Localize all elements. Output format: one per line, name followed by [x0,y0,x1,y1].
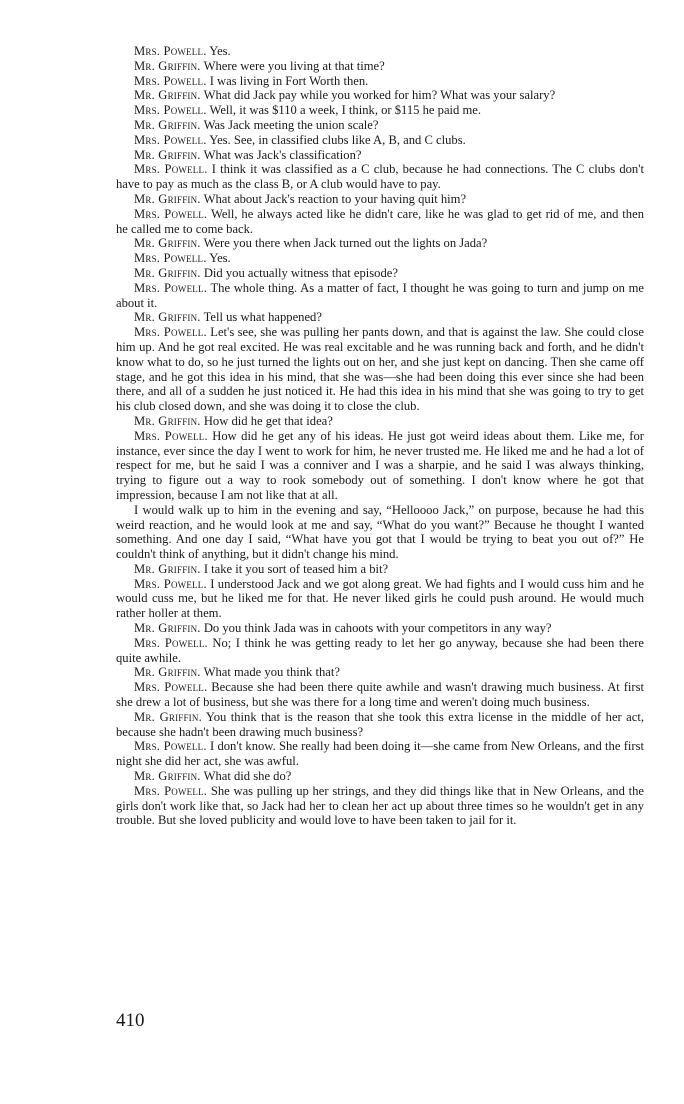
transcript-line [116,133,644,148]
speaker-label: Mr. Griffin. [134,117,201,132]
transcript-line [116,74,644,89]
speaker-label: Mrs. Powell. [134,783,208,798]
transcript-line [116,44,644,59]
line-text: Was Jack meeting the union scale? [203,117,379,132]
transcript-line [116,192,644,207]
line-text: How did he get any of his ideas. He just got weird ideas about them. Like me, for instance, ever since the day I went to work for him, he never trusted me. He liked me and he had a lot of respect for me, but he said I was a conniver and I was a sharpie, and he said I was always thinking, trying to figure out a way to rook somebody out of something. I don't know where he got that impression, because I am not like that at all. [116,428,644,502]
transcript-line [116,251,644,266]
line-text: I take it you sort of teased him a bit? [203,561,389,576]
page-number: 410 [116,1010,145,1031]
line-text: Well, he always acted like he didn't care, like he was glad to get rid of me, and then he called me to come back. [116,206,644,236]
speaker-label: Mr. Griffin. [134,191,201,206]
line-text: Let's see, she was pulling her pants down, and that is against the law. She could close him up. And he got real excited. He was real excitable and he was running back and forth, and he didn't know what to do, so he just turned the lights out on her, and she just kept on dancing. Then she came off stage, and he got this idea in his mind, that she was—she had been doing this ever since she had been there, and all of a sudden he just noticed it. He had this idea in his mind that she was going to try to get his club closed down, and she was doing it to close the club. [116,325,644,414]
speaker-label: Mr. Griffin. [134,88,201,103]
line-text: Were you there when Jack turned out the lights on Jada? [203,236,488,251]
transcript-line [116,103,644,118]
speaker-label: Mr. Griffin. [134,147,201,162]
transcript-line [116,148,644,163]
line-text: What about Jack's reaction to your having quit him? [203,191,467,206]
speaker-label: Mrs. Powell. [134,132,207,147]
speaker-label: Mr. Griffin. [134,561,201,576]
line-text: Yes. [209,44,231,58]
line-text: Yes. See, in classified clubs like A, B, and C clubs. [209,132,466,147]
line-text: You think that is the reason that she took this extra license in the middle of her act, because she hadn't been drawing much business? [116,709,644,739]
transcript-line [116,88,644,103]
transcript-line [116,59,644,74]
speaker-label: Mr. Griffin. [134,709,202,724]
speaker-label: Mr. Griffin. [134,236,201,251]
line-text: No; I think he was getting ready to let her go anyway, because she had been there quite awhile. [116,635,644,665]
transcript-line [116,621,644,636]
speaker-label: Mrs. Powell. [134,680,208,695]
line-text: What did Jack pay while you worked for him? What was your salary? [203,88,556,103]
transcript-line [116,562,644,577]
line-text: I understood Jack and we got along great. We had fights and I would cuss him and he would cuss me, but he liked me for that. He never liked girls he could push around. He would much rather holler at them. [116,576,645,621]
speaker-label: Mrs. Powell. [134,739,207,754]
speaker-label: Mr. Griffin. [134,310,201,325]
speaker-label: Mrs. Powell. [134,206,208,221]
speaker-label: Mr. Griffin. [134,58,201,73]
line-text: What did she do? [203,769,292,784]
transcript-line [116,207,644,237]
transcript-line [116,769,644,784]
transcript-page [116,44,644,828]
line-text: How did he get that idea? [203,413,333,428]
line-text: I would walk up to him in the evening and say, “Helloooo Jack,” on purpose, because he had this weird reaction, and he would look at me and say, “What do you want?” Because he thought I wanted something. And one day I said, “What have you got that I would be trying to beat you out of?” He couldn't think of anything, but it didn't change his mind. [116,502,644,562]
speaker-label: Mr. Griffin. [134,769,201,784]
speaker-label: Mrs. Powell. [134,635,208,650]
speaker-label: Mr. Griffin. [134,413,201,428]
speaker-label: Mrs. Powell. [134,251,207,266]
transcript-line [116,577,644,621]
transcript-line [116,325,644,414]
line-text: What was Jack's classification? [203,147,362,162]
speaker-label: Mr. Griffin. [134,265,201,280]
line-text: The whole thing. As a matter of fact, I thought he was going to turn and jump on me about it. [116,280,645,310]
line-text: Well, it was $110 a week, I think, or $115 he paid me. [209,103,482,118]
transcript-line [116,310,644,325]
speaker-label: Mr. Griffin. [134,621,201,636]
line-text: I don't know. She really had been doing it—she came from New Orleans, and the first night she did her act, she was awful. [116,739,644,769]
transcript-line [116,665,644,680]
line-text: Do you think Jada was in cahoots with your competitors in any way? [203,621,552,636]
line-text: Yes. [209,251,231,266]
transcript-line [116,266,644,281]
transcript-line [116,236,644,251]
transcript-line [116,680,644,710]
speaker-label: Mr. Griffin. [134,665,201,680]
line-text: Where were you living at that time? [203,58,385,73]
speaker-label: Mrs. Powell. [134,162,208,177]
line-text: Did you actually witness that episode? [203,265,398,280]
transcript-line [116,118,644,133]
transcript-line [116,710,644,740]
line-text: I think it was classified as a C club, because he had connections. The C clubs don't have to pay as much as the class B, or A club would have to pay. [116,162,645,192]
transcript-line [116,503,644,562]
transcript-line [116,784,644,828]
speaker-label: Mrs. Powell. [134,44,207,58]
line-text: I was living in Fort Worth then. [209,73,369,88]
transcript-line [116,739,644,769]
line-text: What made you think that? [203,665,340,680]
transcript-line [116,636,644,666]
transcript-line [116,162,644,192]
transcript-line [116,414,644,429]
transcript-line [116,281,644,311]
line-text: She was pulling up her strings, and they did things like that in New Orleans, and the girls don't work like that, so Jack had her to clean her act up about three times so he wouldn't get in any trouble. But she loved publicity and would love to have been taken to jail for it. [116,783,645,828]
speaker-label: Mrs. Powell. [134,103,207,118]
speaker-label: Mrs. Powell. [134,428,208,443]
speaker-label: Mrs. Powell. [134,576,207,591]
speaker-label: Mrs. Powell. [134,280,208,295]
line-text: Tell us what happened? [203,310,322,325]
speaker-label: Mrs. Powell. [134,325,207,340]
line-text: Because she had been there quite awhile and wasn't drawing much business. At first she drew a lot of business, but she was there for a long time and weren't doing much business. [116,680,645,710]
speaker-label: Mrs. Powell. [134,73,207,88]
transcript-line [116,429,644,503]
